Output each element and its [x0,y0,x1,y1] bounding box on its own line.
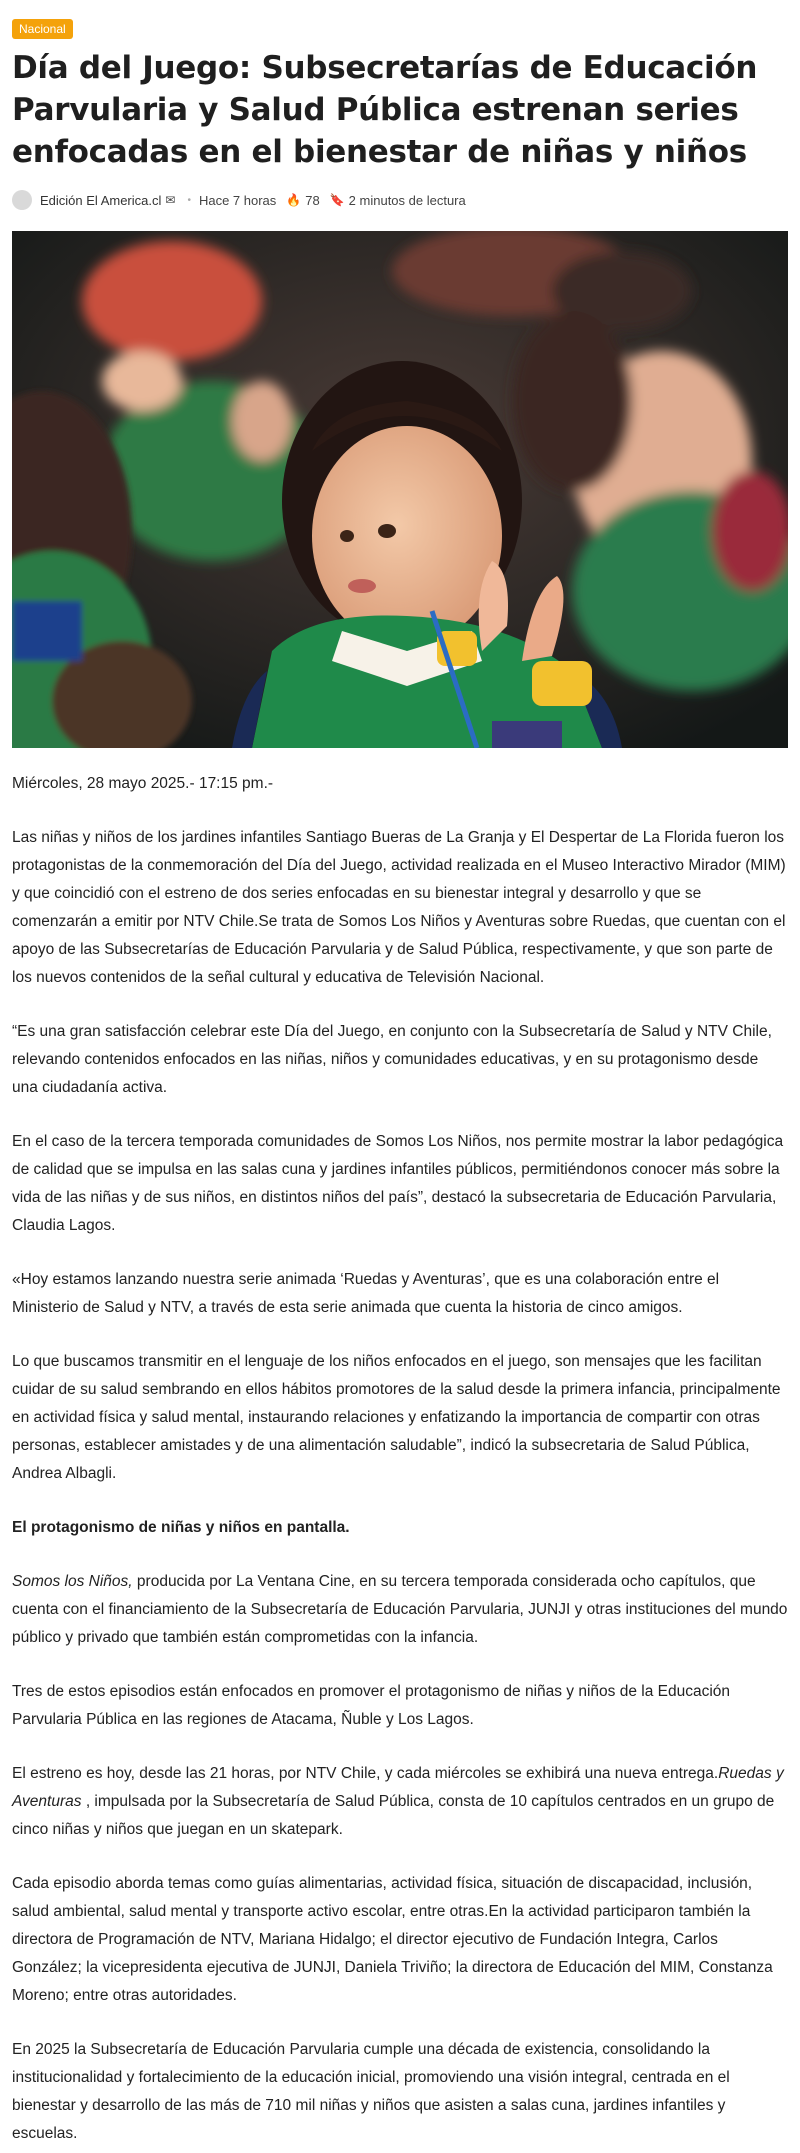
publish-time: Hace 7 horas [198,192,277,208]
paragraph: «Hoy estamos lanzando nuestra serie animada ‘Ruedas y Aventuras’, que es una colaboración entre el Ministerio de Salud y NTV, a través de esta serie animada que cuenta la historia de cinco amigos. [12,1271,720,1316]
paragraph: Lo que buscamos transmitir en el lenguaje de los niños enfocados en el juego, son mensajes que les facilitan cuidar de su salud sembrando en ellos hábitos promotores de la salud desde la primera infancia, principalmente en actividad física y salud mental, instaurando relaciones y enfatizando la importancia de compartir con otras personas, establecer amistades y de una alimentación saludable”, indicó la subsecretaria de Salud Pública, Andrea Albagli. [12,1353,781,1482]
category-badge[interactable]: Nacional [12,19,73,39]
meta-separator: • [187,194,191,206]
paragraph: Cada episodio aborda temas como guías alimentarias, actividad física, situación de discapacidad, inclusión, salud ambiental, salud mental y transporte activo escolar, entre otras.En la actividad participaron también la directora de Programación de NTV, Mariana Hidalgo; el director ejecutivo de Fundación Integra, Carlos González; la vicepresidenta ejecutiva de JUNJI, Daniela Triviño; la directora de Educación del MIM, Constanza Moreno; entre otras autoridades. [12,1875,773,2004]
article-title: Día del Juego: Subsecretarías de Educación Parvularia y Salud Pública estrenan series enfocadas en el bienestar de niñas y niños [12,50,758,170]
bookmark-icon: 🔖 [329,193,345,207]
article-meta [12,187,788,213]
paragraph: Las niñas y niños de los jardines infantiles Santiago Bueras de La Granja y El Despertar de La Florida fueron los protagonistas de la conmemoración del Día del Juego, actividad realizada en el Museo Interactivo Mirador (MIM) y que coincidió con el estreno de dos series enfocadas en su bienestar integral y desarrollo y que se comenzarán a emitir por NTV Chile.Se trata de Somos Los Niños y Aventuras sobre Ruedas, que cuentan con el apoyo de las Subsecretarías de Educación Parvularia y de Salud Pública, respectivamente, y que son parte de los nuevos contenidos de la señal cultural y educativa de Televisión Nacional. [12,829,786,986]
author-avatar[interactable] [12,190,32,210]
flame-icon: 🔥 [286,193,302,207]
paragraph: En 2025 la Subsecretaría de Educación Parvularia cumple una década de existencia, consolidando la institucionalidad y fortalecimiento de la educación inicial, promoviendo una visión integral, centrada en el bienestar y desarrollo de las más de 710 mil niñas y niños que asisten a salas cuna, jardines infantiles y escuelas. [12,2041,730,2142]
children-clapping-photo [12,231,788,748]
article-container [12,0,788,2148]
paragraph-text: producida por La Ventana Cine, en su tercera temporada considerada ocho capítulos, que cuenta con el financiamiento de la Subsecretaría de Educación Parvularia, JUNJI y otras instituciones del mundo público y privado que también están comprometidas con la infancia. [12,1573,788,1646]
paragraph-text: , impulsada por la Subsecretaría de Salud Pública, consta de 10 capítulos centrados en un grupo de cinco niñas y niños que juegan en un skatepark. [12,1793,775,1838]
section-subheading: El protagonismo de niñas y niños en pantalla. [12,1519,350,1536]
views-count: 78 [305,192,320,208]
read-time: 2 minutos de lectura [348,192,466,208]
paragraph-text: El estreno es hoy, desde las 21 horas, por NTV Chile, y cada miércoles se exhibirá una nueva entrega. [12,1765,719,1782]
paragraph: “Es una gran satisfacción celebrar este Día del Juego, en conjunto con la Subsecretaría de Salud y NTV Chile, relevando contenidos enfocados en las niñas, niños y comunidades educativas, y en su protagonismo desde una ciudadanía activa. [12,1023,772,1096]
author-link[interactable]: Edición El America.cl [40,192,162,208]
envelope-icon[interactable]: ✉ [165,193,176,207]
article-body [12,770,788,2148]
series-title: Somos los Niños, [12,1573,133,1590]
hero-image [12,231,788,748]
paragraph: En el caso de la tercera temporada comunidades de Somos Los Niños, nos permite mostrar la labor pedagógica de calidad que se impulsa en las salas cuna y jardines infantiles públicos, permitiéndonos conocer más sobre la vida de las niñas y de sus niños, en distintos niños del país”, destacó la subsecretaria de Educación Parvularia, Claudia Lagos. [12,1133,784,1234]
paragraph [12,1760,788,1844]
date-line: Miércoles, 28 mayo 2025.- 17:15 pm.- [12,775,274,792]
paragraph [12,1568,788,1652]
series-title: Ruedas y Aventuras [12,1765,784,1810]
paragraph: Tres de estos episodios están enfocados en promover el protagonismo de niñas y niños de la Educación Parvularia Pública en las regiones de Atacama, Ñuble y Los Lagos. [12,1683,731,1728]
